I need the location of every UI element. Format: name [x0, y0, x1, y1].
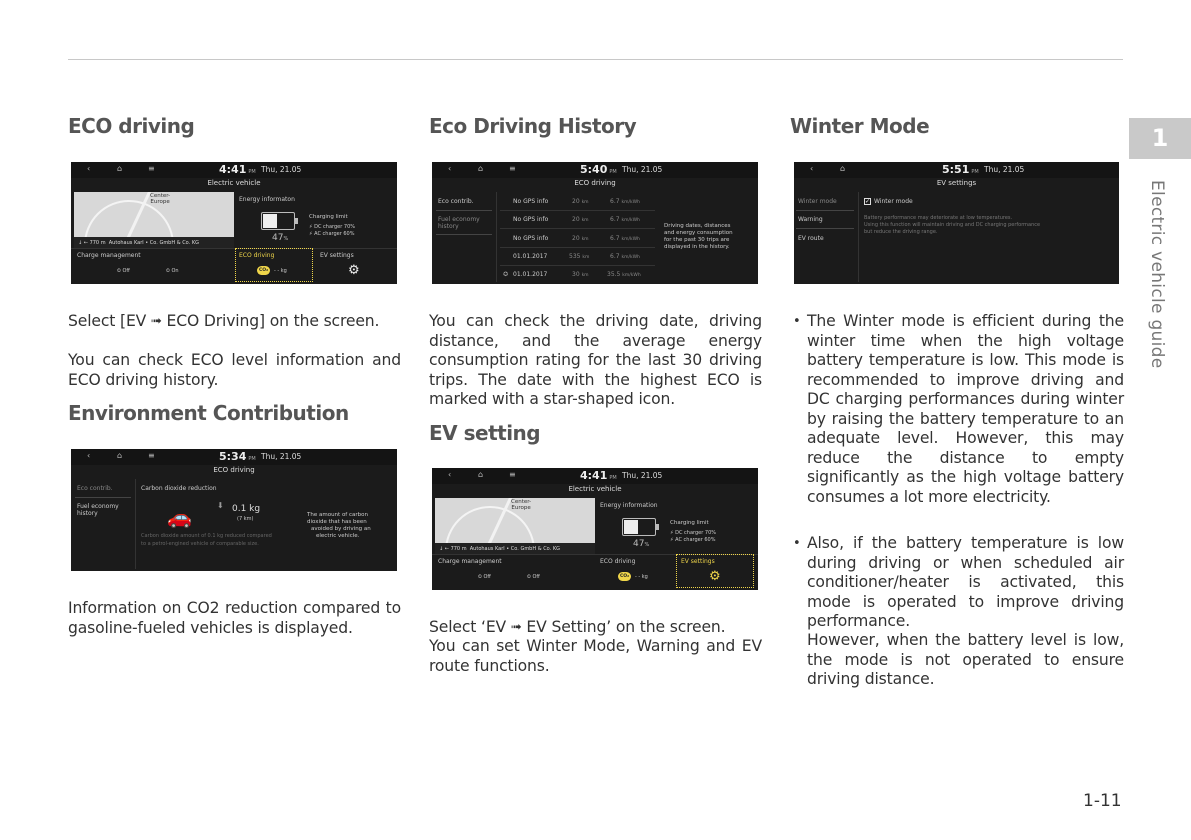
screen-environment-contribution [71, 449, 397, 571]
heading-winter-mode: Winter Mode [790, 114, 930, 138]
timer-off-2: Off [532, 574, 540, 580]
ac-charger: AC charger 60% [314, 231, 355, 237]
screen-electric-vehicle: ‹ ⌂ ≡ 4:41 PM Thu, 21.05 Electric vehicle Center- Europe ↓ ← 770 m Autohaus Karl • Co. GmbH & Co. KG Energy informaton 47% Charging limit ⚡ DC charger 70% ⚡ AC charger 60% Charge management ⏲ Off ⏲ On ECO driving CO₂ - - kg EV settings ⚙ [71, 162, 397, 284]
ev-settings-label: EV settings [681, 558, 715, 565]
option-winter-mode: Winter mode [874, 198, 913, 205]
home-icon: ⌂ [840, 164, 846, 173]
ev-setting-text-1b: EV Setting’ on the screen. [521, 618, 726, 636]
eco-driving-tab: ECO driving [239, 252, 275, 259]
clock-date: Thu, 21.05 [261, 165, 302, 174]
nav-distance: 770 m [450, 546, 467, 552]
row-cons-unit: km/kWh [621, 218, 640, 223]
battery-percent: 47 [633, 539, 645, 549]
menu-warning: Warning [798, 216, 823, 223]
screen-eco-driving-history [432, 162, 758, 284]
status-bar [71, 449, 397, 465]
menu-icon: ≡ [148, 451, 155, 460]
eco-driving-text-2: You can check ECO level information and ECO driving history. [68, 351, 401, 389]
side-note-1: The amount of carbon [307, 512, 368, 518]
row-distance: 30 [572, 271, 580, 278]
heading-eco-driving-history: Eco Driving History [429, 114, 637, 138]
chapter-title: Electric vehicle guide [1147, 180, 1167, 369]
home-icon: ⌂ [117, 164, 123, 173]
winter-desc-3: but reduce the driving range. [864, 229, 938, 235]
co2-note-2: to a petrol-engined vehicle of comparable size. [141, 541, 259, 547]
back-icon: ‹ [448, 470, 452, 479]
side-note-4: electric vehicle. [316, 533, 360, 539]
home-icon: ⌂ [478, 164, 484, 173]
map-view [435, 498, 595, 554]
menu-fuel-economy: Fuel economy [77, 503, 119, 510]
co2-note-1: Carbon dioxide amount of 0.1 kg reduced compared [141, 533, 272, 539]
row-unit: km [581, 273, 589, 278]
side-note-3: avoided by driving an [311, 526, 371, 532]
row-label: 01.01.2017 [513, 271, 548, 278]
row-unit: km [581, 218, 589, 223]
clock-pm: PM [609, 475, 617, 481]
clock-date: Thu, 21.05 [984, 165, 1025, 174]
timer-off: Off [122, 268, 130, 274]
menu-history: history [438, 223, 459, 230]
row-label: No GPS info [513, 198, 549, 205]
row-cons-unit: km/kWh [621, 237, 640, 242]
clock-time: 5:34 [219, 450, 247, 463]
row-label: 01.01.2017 [513, 253, 548, 260]
battery-icon [261, 212, 295, 230]
checkbox-winter-mode: ✓ [865, 198, 871, 205]
co2-kg: - - kg [635, 574, 648, 580]
history-side-4: displayed in the history. [664, 244, 730, 250]
row-consumption: 6.7 [610, 253, 620, 260]
co2-badge: CO₂ [619, 574, 630, 579]
winter-desc-1: Battery performance may deteriorate at low temperatures. [864, 215, 1013, 221]
timer-on: On [171, 268, 179, 274]
nav-distance: 770 m [89, 240, 106, 246]
row-distance: 535 [569, 253, 581, 260]
energy-info-label: Energy information [600, 502, 658, 509]
winter-bullet-2: • Also, if the battery temperature is low during driving or when scheduled air conditioner/heater is activated, this mode is operated to improve driving performance. [790, 534, 1124, 632]
arrow-right-icon: ➟ [150, 314, 162, 329]
ev-setting-text-2: You can set Winter Mode, Warning and EV route functions. [429, 637, 762, 675]
charging-limit-label: Charging limit [670, 520, 709, 526]
ac-charger: AC charger 60% [675, 537, 716, 543]
history-side-2: and energy consumption [664, 230, 733, 236]
row-consumption: 6.7 [610, 198, 620, 205]
map-label: Center- [150, 193, 171, 199]
ev-setting-text [429, 618, 765, 638]
heading-environment-contribution: Environment Contribution [68, 401, 349, 425]
battery-icon [622, 518, 656, 536]
history-side-1: Driving dates, distances [664, 223, 731, 229]
screen-title: Electric vehicle [207, 179, 261, 187]
screen-title: ECO driving [213, 466, 255, 474]
co2-distance: (7 km) [237, 516, 254, 522]
row-consumption: 35.5 [607, 271, 621, 278]
clock-pm: PM [248, 456, 256, 462]
eco-history-text: You can check the driving date, driving distance, and the average energy consumption rating for the last 30 driving trips. The date with the highest ECO is marked with a star-shaped icon. [429, 312, 762, 408]
winter-bullet-2-continued: However, when the battery level is low, the mode is not operated to ensure driving distance. [807, 631, 1124, 688]
charge-management-label: Charge management [438, 558, 502, 565]
menu-ev-route: EV route [798, 235, 824, 242]
history-side-3: for the past 30 trips are [664, 237, 730, 243]
clock-pm: PM [248, 169, 256, 175]
winter-desc-2: Using this function will maintain driving and DC charging performance [864, 222, 1041, 228]
top-rule [68, 59, 1123, 60]
nav-bar: ↓ ← 770 m Autohaus Karl • Co. GmbH & Co. KG [435, 543, 595, 554]
row-label: No GPS info [513, 235, 549, 242]
row-consumption: 6.7 [610, 216, 620, 223]
screen-title: Electric vehicle [568, 485, 622, 493]
battery-fill [624, 520, 638, 534]
clock-time: 4:41 [219, 163, 247, 176]
screen-winter-mode [794, 162, 1119, 284]
chapter-number-tab: 1 [1129, 118, 1191, 159]
ev-settings-label: EV settings [320, 252, 354, 259]
row-unit: km [581, 237, 589, 242]
back-icon: ‹ [87, 164, 91, 173]
home-icon: ⌂ [117, 451, 123, 460]
gear-icon: ⚙ [709, 569, 721, 584]
status-bar [432, 468, 758, 484]
menu-eco-contrib: Eco contrib. [77, 485, 113, 492]
clock-time: 4:41 [580, 469, 608, 482]
screen-title: EV settings [936, 179, 977, 187]
row-distance: 20 [572, 235, 580, 242]
menu-icon: ≡ [509, 470, 516, 479]
column-eco-driving [68, 112, 402, 140]
charge-management-label: Charge management [77, 252, 141, 259]
back-icon: ‹ [87, 451, 91, 460]
eco-driving-text-1b: ECO Driving] on the screen. [161, 312, 380, 330]
eco-driving-tab: ECO driving [600, 558, 636, 565]
row-label: No GPS info [513, 216, 549, 223]
menu-history: history [77, 510, 98, 517]
status-bar [71, 162, 397, 178]
co2-kg: - - kg [274, 268, 287, 274]
status-bar [432, 162, 758, 178]
menu-icon: ≡ [148, 164, 155, 173]
clock-date: Thu, 21.05 [622, 165, 663, 174]
battery-percent-sign: % [644, 542, 650, 548]
timer-off: Off [483, 574, 491, 580]
clock-date: Thu, 21.05 [622, 471, 663, 480]
ev-setting-text-1a: Select ‘EV [429, 618, 511, 636]
nav-destination: Autohaus Karl • Co. GmbH & Co. KG [469, 546, 560, 552]
status-bar [794, 162, 1119, 178]
co2-down-icon: ⬇ [217, 501, 224, 510]
winter-bullet-1: • The Winter mode is efficient during the winter time when the high voltage battery temperature is low. This mode is recommended to improve driving and DC charging performances during winter by raising the battery temperature to an adequate level. However, this may reduce the distance to empty significantly as the high voltage battery consumes a lot more electricity. [790, 312, 1124, 507]
map-view [74, 192, 234, 248]
menu-eco-contrib: Eco contrib. [438, 198, 474, 205]
star-icon: ✪ [503, 271, 509, 278]
dc-charger: DC charger 70% [675, 530, 716, 536]
co2-value: 0.1 kg [232, 504, 261, 514]
section-co2-reduction: Carbon dioxide reduction [141, 485, 217, 492]
nav-destination: Autohaus Karl • Co. GmbH & Co. KG [108, 240, 199, 246]
back-icon: ‹ [810, 164, 814, 173]
car-icon: 🚗 [167, 505, 192, 529]
gear-icon: ⚙ [348, 263, 360, 278]
row-cons-unit: km/kWh [622, 273, 641, 278]
row-unit: km [582, 255, 590, 260]
arrow-right-icon: ➟ [510, 620, 522, 635]
row-unit: km [581, 200, 589, 205]
map-label-2: Europe [150, 199, 170, 205]
row-distance: 20 [572, 198, 580, 205]
screen-ev-setting: ‹ ⌂ ≡ 4:41 PM Thu, 21.05 Electric vehicle Center- Europe ↓ ← 770 m Autohaus Karl • Co. GmbH & Co. KG Energy information 47% Charging limit ⚡ DC charger 70% ⚡ AC charger 60% Charge management ⏲ Off ⏲ Off ECO driving CO₂ - - kg EV settings ⚙ [432, 468, 758, 590]
row-cons-unit: km/kWh [621, 200, 640, 205]
energy-info-label: Energy informaton [239, 196, 295, 203]
side-note-2: dioxide that has been [307, 519, 367, 525]
home-icon: ⌂ [478, 470, 484, 479]
menu-icon: ≡ [509, 164, 516, 173]
map-label-2: Europe [511, 505, 531, 511]
co2-badge: CO₂ [258, 268, 269, 273]
row-cons-unit: km/kWh [621, 255, 640, 260]
battery-percent-sign: % [283, 236, 289, 242]
map-label: Center- [511, 499, 532, 505]
back-icon: ‹ [448, 164, 452, 173]
charging-limit-label: Charging limit [309, 214, 348, 220]
clock-pm: PM [609, 169, 617, 175]
battery-fill [263, 214, 277, 228]
clock-time: 5:40 [580, 163, 608, 176]
clock-time: 5:51 [942, 163, 970, 176]
eco-driving-text-1a: Select [EV [68, 312, 151, 330]
screen-title: ECO driving [574, 179, 616, 187]
nav-bar: ↓ ← 770 m Autohaus Karl • Co. GmbH & Co. KG [74, 237, 234, 248]
clock-pm: PM [971, 169, 979, 175]
page-number: 1-11 [1083, 791, 1122, 811]
battery-percent: 47 [272, 233, 284, 243]
heading-ev-setting: EV setting [429, 421, 541, 445]
menu-winter-mode: Winter mode [798, 198, 837, 205]
dc-charger: DC charger 70% [314, 224, 355, 230]
heading-eco-driving: ECO driving [68, 114, 195, 138]
menu-fuel-economy: Fuel economy [438, 216, 480, 223]
environment-contribution-text: Information on CO2 reduction compared to gasoline-fueled vehicles is displayed. [68, 599, 401, 637]
row-consumption: 6.7 [610, 235, 620, 242]
eco-driving-text [68, 312, 401, 332]
row-distance: 20 [572, 216, 580, 223]
clock-date: Thu, 21.05 [261, 452, 302, 461]
